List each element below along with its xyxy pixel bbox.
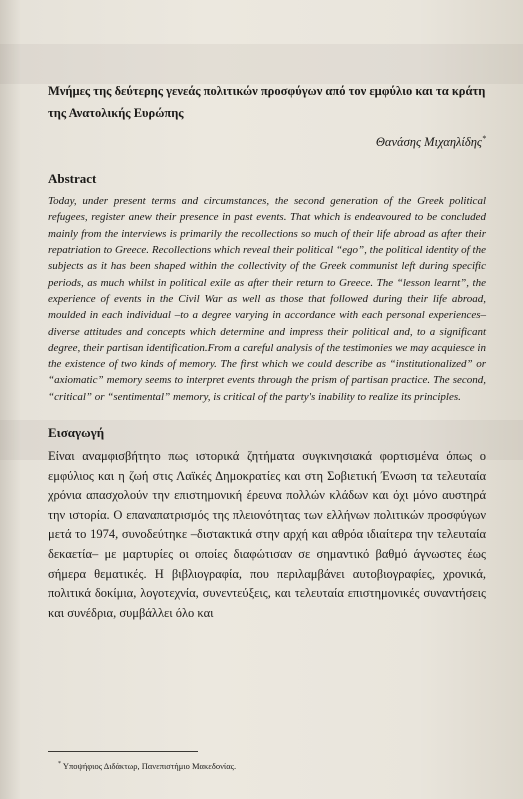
intro-paragraph: Είναι αναμφισβήτητο πως ιστορικά ζητήματα συγκινησιακά φορτισμένα όπως ο εμφύλιος και η ζωή στις Λαϊκές Δημοκρατίες και στη Σοβιετική Ένωση τα τελευταία χρόνια απασχολούν την επιστημονική έρευνα πολλών κλάδων και όχι μόνο αυστηρά την ιστορία. Ο επαναπατρισμός της πλειονότητας των ελλήνων πολιτικών προσφύγων μετά το 1974, συνοδεύτηκε –διστακτικά στην αρχή και αθρόα ιδιαίτερα την τελευταία δεκαετία– με μαρτυρίες οι οποίες διαφώτισαν σε σημαντικό βαθμό άγνωστες έως σήμερα θεματικές. Η βιβλιογραφία, που περιλαμβάνει αυτοβιογραφίες, χρονικά, πολιτικά δοκίμια, λογοτεχνία, συνεντεύξεις, και τελευταία επιστημονικές συναντήσεις και συνέδρια, συμβάλλει όλο και	[48, 449, 486, 620]
bleed-through-band	[0, 44, 523, 84]
author-footnote-marker: *	[482, 134, 486, 143]
article-content	[48, 80, 486, 623]
author-name: Θανάσης Μιχαηλίδης	[375, 135, 482, 150]
footnote-text: Υποψήφιος Διδάκτωρ, Πανεπιστήμιο Μακεδονίας.	[62, 760, 237, 771]
abstract-heading: Abstract	[48, 171, 97, 187]
article-author	[48, 130, 486, 151]
intro-heading: Εισαγωγή	[48, 425, 105, 441]
footnote	[58, 758, 236, 772]
footnote-marker: *	[58, 761, 61, 767]
article-title: Μνήμες της δεύτερης γενεάς πολιτικών προσφύγων από τον εμφύλιο και τα κράτη της Ανατολικής Ευρώπης	[48, 84, 486, 120]
abstract-text: Today, under present terms and circumstances, the second generation of the Greek political refugees, register anew their presence in past events. That which is endeavoured to be concluded mainly from the interviews is primarily the recollections so much of their life abroad as after their repatriation to Greece. Recollections which reveal their political “ego”, the political identity of the subjects as it has been shaped within the collectivity of the Greek communist left during specific periods, as much whilst in political exile as after their return to Greece. The “lesson learnt”, the experience of events in the Civil War as well as those that followed during their life abroad, moulded in each individual –to a degree varying in accordance with each personal experiences– diverse attitudes and concepts which determine and impress their political and, to a significant degree, their partisan identification.From a careful analysis of the testimonies we may acquiesce in the existence of two kinds of memory. The first which we could describe as “institutionalized” or “axiomatic” memory seems to interpret events through the prism of partisan practice. The second, “critical” or “sentimental” memory, is critical of the party's inability to realize its principles.	[48, 195, 486, 403]
footnote-divider	[48, 751, 198, 752]
